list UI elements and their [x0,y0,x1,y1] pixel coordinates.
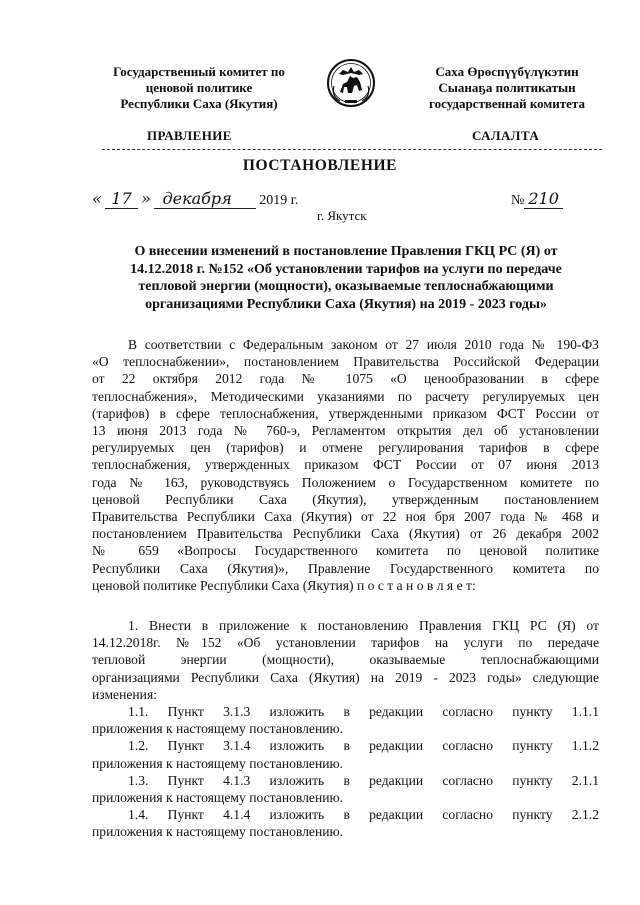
subitem-line: 1.1. Пункт 3.1.3 изложить в редакции согласно пункту 1.1.1 [128,704,599,719]
preamble-line: ценовой Республики Саха (Якутия), утвержденным постановлением [92,491,599,507]
title-line: 14.12.2018 г. №152 «Об установлении тарифов на услуги по передаче [130,261,562,277]
preamble-line: регулируемых цен (тарифов) и отмене регулирования тарифов в сфере [92,440,599,456]
date-quote-close: » [141,189,151,208]
document-city: г. Якутск [317,208,367,223]
date-month: декабря [154,189,255,209]
header-left-line: Государственный комитет по [113,64,285,79]
preamble-line: В соответствии с Федеральным законом от 27 июля 2010 года № 190-ФЗ [128,337,599,352]
subitem-line: приложения к настоящему постановлению. [92,790,344,806]
header-right-line: государственнай комитета [429,96,585,111]
title-line: организациями Республики Саха (Якутия) на 2019 - 2023 годы» [145,296,547,312]
subitem-1-2 [92,737,599,771]
item-1-line: изменения: [92,686,157,702]
item-1-paragraph [92,617,599,703]
preamble-line: года № 163, руководствуясь Положением о Государственном комитете по [92,474,599,490]
header-left-line: ценовой политике [145,80,253,95]
subitems-list [92,703,599,841]
preamble-line: Правительства Республики Саха (Якутия) от 22 ноя бря 2007 года № 468 и [92,509,599,525]
subitem-line: 1.3. Пункт 4.1.3 изложить в редакции согласно пункту 2.1.1 [128,772,599,788]
subitem-1-3 [92,772,599,806]
preamble-line: постановлением Правительства Республики Саха (Якутия) от 26 декабря 2002 [92,526,599,542]
item-1-line: 1. Внести в приложение к постановлению Правления ГКЦ РС (Я) от [128,618,599,633]
subitem-line: приложения к настоящему постановлению. [92,755,344,771]
item-1-line: 14.12.2018г. №152 «Об установлении тарифов на услуги по передаче [92,635,599,651]
preamble-line: «О теплоснабжении», постановлением Правительства Российской Федерации [92,354,599,370]
subitem-line: приложения к настоящему постановлению. [92,721,344,737]
number-value: 210 [524,189,563,209]
preamble-line: Республики Саха (Якутия)», Правление Государственного комитета по [92,560,599,576]
header-right-board: САЛАЛТА [472,128,540,143]
preamble-line: от 22 октября 2012 года № 1075 «О ценообразовании в сфере [92,371,599,387]
preamble-line: теплоснабжения, утвержденных приказом ФСТ России от 07 июня 2013 [92,457,599,473]
header-left-org-name [94,64,304,112]
document-date [92,189,298,209]
date-day: 17 [105,189,137,209]
header-right-org-name [402,64,612,112]
document-type: ПОСТАНОВЛЕНИЕ [242,157,398,174]
header-right-line: Сыанаҕа политикатын [438,80,576,95]
preamble-paragraph [92,336,599,594]
number-prefix: № [511,193,525,208]
title-line: тепловой энергии (мощности), оказываемые теплоснабжающими [138,279,554,294]
item-1-line: тепловой энергии (мощности), оказываемые теплоснабжающими [92,652,599,668]
subitem-1-4 [92,806,599,840]
preamble-line: теплоснабжения», Методическими указаниями по расчету регулируемых цен [92,388,599,404]
document-title [92,243,600,313]
sakha-republic-emblem-icon [326,56,376,110]
header-left-board: ПРАВЛЕНИЕ [147,128,232,143]
header-divider [102,149,602,150]
date-quote-open: « [92,189,102,208]
header-right-line: Саха Өрөспүүбүлүкэтин [435,64,579,79]
date-year: 2019 г. [259,193,299,208]
preamble-line: (тарифов) в сфере теплоснабжения, утвержденными приказом ФСТ России от [92,405,599,421]
subitem-line: 1.4. Пункт 4.1.4 изложить в редакции согласно пункту 2.1.2 [128,807,599,823]
subitem-line: 1.2. Пункт 3.1.4 изложить в редакции согласно пункту 1.1.2 [128,738,599,754]
preamble-line: 13 июня 2013 года № 760-э, Регламентом открытия дел об установлении [92,423,599,439]
subitem-1-1 [92,703,599,737]
document-number [511,189,563,209]
preamble-line: ценовой политике Республики Саха (Якутия) п о с т а н о в л я е т: [92,577,476,593]
title-line: О внесении изменений в постановление Правления ГКЦ РС (Я) от [134,244,558,259]
header-left-line: Республики Саха (Якутия) [120,96,278,111]
subitem-line: приложения к настоящему постановлению. [92,824,344,840]
item-1-line: организациями Республики Саха (Якутия) на 2019 - 2023 годы» следующие [92,669,599,685]
preamble-line: № 659 «Вопросы Государственного комитета по ценовой политике [92,543,599,559]
